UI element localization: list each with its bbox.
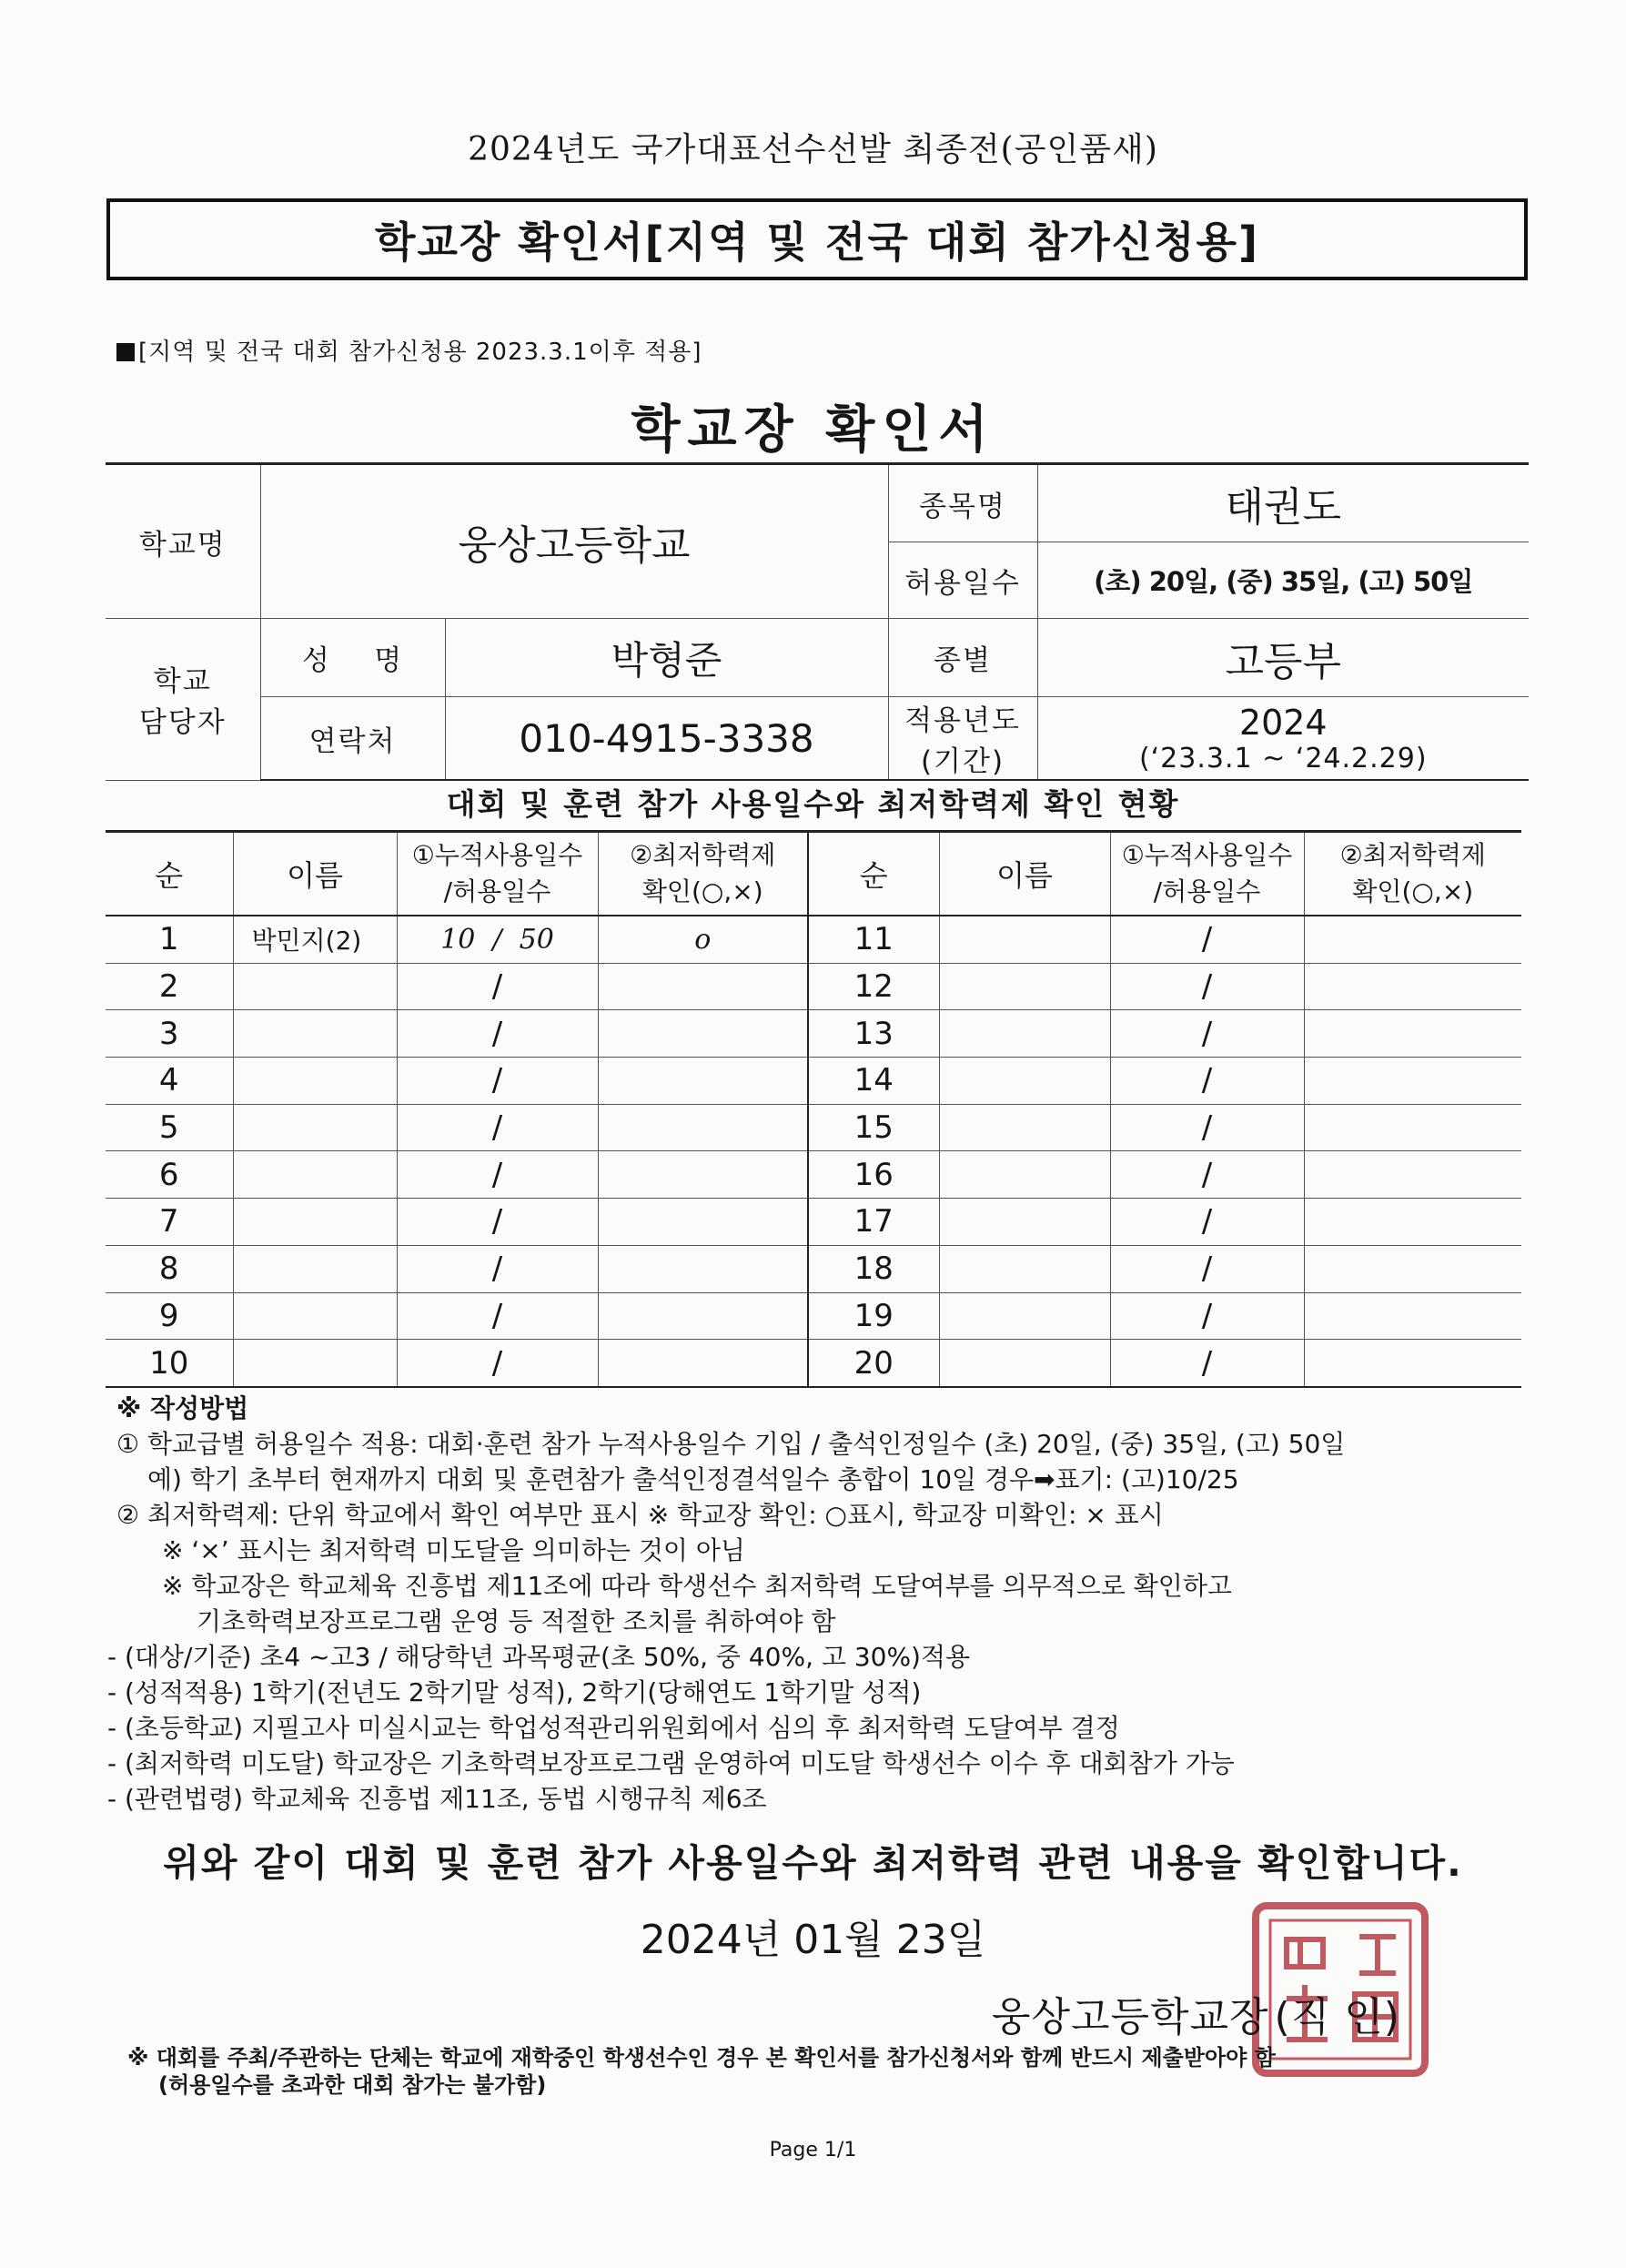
row-no: 20 xyxy=(808,1340,939,1387)
row-check xyxy=(598,1058,808,1105)
table-row xyxy=(106,1151,1521,1199)
row-days: / xyxy=(1110,1010,1304,1058)
row-check xyxy=(598,1010,808,1058)
table-row xyxy=(106,1058,1521,1105)
row-check xyxy=(1304,916,1521,963)
allowed-days-value: (초) 20일, (중) 35일, (고) 50일 xyxy=(1037,542,1529,619)
row-days: / xyxy=(1110,1292,1304,1340)
row-check xyxy=(1304,1151,1521,1199)
row-no: 7 xyxy=(106,1199,233,1246)
row-days: / xyxy=(1110,1245,1304,1292)
square-bullet-icon xyxy=(116,343,135,361)
name-label: 성 명 xyxy=(260,619,445,697)
roster-table xyxy=(106,830,1521,1388)
row-no: 4 xyxy=(106,1058,233,1105)
row-check xyxy=(598,1104,808,1151)
year-label-line1: 적용년도 xyxy=(904,704,1021,737)
row-no: 2 xyxy=(106,963,233,1010)
row-name xyxy=(233,1340,397,1387)
phone-value: 010-4915-3338 xyxy=(445,697,888,781)
row-no: 6 xyxy=(106,1151,233,1199)
header-days-left xyxy=(397,832,598,916)
contact-label-line2: 담당자 xyxy=(138,706,227,740)
row-days: / xyxy=(397,1199,598,1246)
table-row xyxy=(106,1292,1521,1340)
row-name xyxy=(939,1292,1110,1340)
footnote xyxy=(127,2044,1547,2099)
instruction-line: ② 최저학력제: 단위 학교에서 확인 여부만 표시 ※ 학교장 확인: ○표시, 학교장 미확인: × 표시 xyxy=(116,1500,1164,1530)
header-check-left-line2: 확인(○,×) xyxy=(641,876,763,906)
school-value: 웅상고등학교 xyxy=(260,464,888,619)
phone-label: 연락처 xyxy=(260,697,445,781)
row-days: / xyxy=(397,963,598,1010)
header-check-right xyxy=(1304,832,1521,916)
confirmation-text: 위와 같이 대회 및 훈련 참가 사용일수와 최저학력 관련 내용을 확인합니다. xyxy=(163,1841,1463,1885)
table-row xyxy=(106,1340,1521,1387)
row-name xyxy=(939,963,1110,1010)
instruction-line: 예) 학기 초부터 현재까지 대회 및 훈련참가 출석인정결석일수 총합이 10일 경우➡표기: (고)10/25 xyxy=(147,1464,1239,1494)
row-name xyxy=(939,1199,1110,1246)
contact-label-line1: 학교 xyxy=(153,665,212,699)
confirmation-date: 2024년 01월 23일 xyxy=(640,1917,986,1963)
header-check-right-line1: ②최저학력제 xyxy=(1339,840,1486,870)
row-name xyxy=(233,1058,397,1105)
apply-note-text: [지역 및 전국 대회 참가신청용 2023.3.1이후 적용] xyxy=(138,339,702,366)
header-days-right-line2: /허용일수 xyxy=(1153,876,1261,906)
row-no: 12 xyxy=(808,963,939,1010)
row-no: 1 xyxy=(106,916,233,963)
event-title: 2024년도 국가대표선수선발 최종전(공인품새) xyxy=(468,131,1158,168)
header-check-left xyxy=(598,832,808,916)
row-check: o xyxy=(598,916,808,963)
row-name xyxy=(939,1058,1110,1105)
row-no: 8 xyxy=(106,1245,233,1292)
row-check xyxy=(598,1151,808,1199)
header-days-right-line1: ①누적사용일수 xyxy=(1121,840,1293,870)
header-name-right: 이름 xyxy=(939,832,1110,916)
row-name xyxy=(233,1151,397,1199)
row-no: 16 xyxy=(808,1151,939,1199)
row-days: / xyxy=(397,1058,598,1105)
header-name-left: 이름 xyxy=(233,832,397,916)
allowed-days-label: 허용일수 xyxy=(888,542,1037,619)
sport-label: 종목명 xyxy=(888,464,1037,542)
row-check xyxy=(598,1199,808,1246)
instruction-line: ※ ‘×’ 표시는 최저학력 미도달을 의미하는 것이 아님 xyxy=(162,1535,745,1565)
row-name xyxy=(939,1104,1110,1151)
row-name xyxy=(939,916,1110,963)
signer-name: 웅상고등학교장 xyxy=(992,1994,1269,2040)
row-days: / xyxy=(397,1245,598,1292)
row-no: 13 xyxy=(808,1010,939,1058)
row-no: 14 xyxy=(808,1058,939,1105)
row-days: / xyxy=(1110,1340,1304,1387)
row-check xyxy=(1304,963,1521,1010)
row-check xyxy=(598,963,808,1010)
row-days: / xyxy=(1110,916,1304,963)
header-days-right xyxy=(1110,832,1304,916)
row-no: 3 xyxy=(106,1010,233,1058)
row-check xyxy=(1304,1104,1521,1151)
row-no: 9 xyxy=(106,1292,233,1340)
row-no: 18 xyxy=(808,1245,939,1292)
signature-line xyxy=(992,1984,1400,2042)
row-days: / xyxy=(1110,1199,1304,1246)
row-name xyxy=(233,1104,397,1151)
row-check xyxy=(598,1292,808,1340)
row-name xyxy=(233,1010,397,1058)
info-table xyxy=(106,462,1529,781)
row-no: 5 xyxy=(106,1104,233,1151)
row-check xyxy=(598,1340,808,1387)
row-check xyxy=(1304,1010,1521,1058)
table-row xyxy=(106,1199,1521,1246)
row-check xyxy=(1304,1199,1521,1246)
table-row xyxy=(106,1245,1521,1292)
name-value: 박형준 xyxy=(445,619,888,697)
table-row xyxy=(106,1104,1521,1151)
row-check xyxy=(1304,1292,1521,1340)
row-name xyxy=(939,1010,1110,1058)
row-name xyxy=(233,1292,397,1340)
footnote-line: (허용일수를 초과한 대회 참가는 불가함) xyxy=(158,2072,547,2098)
row-check xyxy=(1304,1058,1521,1105)
document-title-box: 학교장 확인서[지역 및 전국 대회 참가신청용] xyxy=(106,198,1528,280)
row-name: 박민지(2) xyxy=(233,916,397,963)
year-value: 2024 xyxy=(1238,702,1328,743)
instruction-line: - (초등학교) 지필고사 미실시교는 학업성적관리위원회에서 심의 후 최저학력 도달여부 결정 xyxy=(107,1713,1120,1743)
division-value: 고등부 xyxy=(1037,619,1529,697)
row-days: / xyxy=(1110,1151,1304,1199)
table-row xyxy=(106,916,1521,963)
footnote-line: ※ 대회를 주최/주관하는 단체는 학교에 재학중인 학생선수인 경우 본 확인서를 참가신청서와 함께 반드시 제출받아야 함 xyxy=(127,2045,1276,2071)
year-cell xyxy=(1037,697,1529,781)
page-number: Page 1/1 xyxy=(769,2139,857,2162)
header-days-left-line2: /허용일수 xyxy=(443,876,551,906)
row-days: / xyxy=(1110,1104,1304,1151)
instruction-line: - (성적적용) 1학기(전년도 2학기말 성적), 2학기(당해연도 1학기말 성적) xyxy=(107,1677,922,1707)
instruction-line: - (관련법령) 학교체육 진흥법 제11조, 동법 시행규칙 제6조 xyxy=(107,1784,767,1814)
instruction-line: ① 학교급별 허용일수 적용: 대회·훈련 참가 누적사용일수 기입 / 출석인정일수 (초) 20일, (중) 35일, (고) 50일 xyxy=(116,1429,1346,1459)
year-label-line2: (기간) xyxy=(920,745,1005,778)
instruction-line: 기초학력보장프로그램 운영 등 적절한 조치를 취하여야 함 xyxy=(197,1606,836,1636)
header-check-left-line1: ②최저학력제 xyxy=(630,840,776,870)
row-no: 19 xyxy=(808,1292,939,1340)
header-no-right: 순 xyxy=(808,832,939,916)
row-days: / xyxy=(1110,1058,1304,1105)
row-no: 10 xyxy=(106,1340,233,1387)
header-no-left: 순 xyxy=(106,832,233,916)
row-name xyxy=(939,1151,1110,1199)
year-label xyxy=(888,697,1037,781)
status-section-title: 대회 및 훈련 참가 사용일수와 최저학력제 확인 현황 xyxy=(446,786,1180,822)
row-days: / xyxy=(397,1010,598,1058)
instruction-line: - (대상/기준) 초4 ~고3 / 해당학년 과목평균(초 50%, 중 40%, 고 30%)적용 xyxy=(107,1642,971,1672)
row-name xyxy=(939,1245,1110,1292)
row-name xyxy=(233,963,397,1010)
table-row xyxy=(106,1010,1521,1058)
school-label: 학교명 xyxy=(106,464,260,619)
row-check xyxy=(1304,1340,1521,1387)
row-check xyxy=(1304,1245,1521,1292)
row-days: / xyxy=(397,1292,598,1340)
row-no: 17 xyxy=(808,1199,939,1246)
contact-label xyxy=(106,619,260,781)
instructions-heading: ※ 작성방법 xyxy=(116,1393,249,1423)
row-name xyxy=(939,1340,1110,1387)
row-days: 10 / 50 xyxy=(397,916,598,963)
row-days: / xyxy=(397,1104,598,1151)
row-check xyxy=(598,1245,808,1292)
instruction-line: ※ 학교장은 학교체육 진흥법 제11조에 따라 학생선수 최저학력 도달여부를 의무적으로 확인하고 xyxy=(162,1571,1232,1601)
seal-mark: (직 인) xyxy=(1274,1994,1400,2040)
apply-note xyxy=(116,333,702,367)
row-days: / xyxy=(397,1340,598,1387)
period-value: (‘23.3.1 ~ ‘24.2.29) xyxy=(1138,742,1428,775)
row-name xyxy=(233,1199,397,1246)
row-days: / xyxy=(397,1151,598,1199)
row-name xyxy=(233,1245,397,1292)
row-days: / xyxy=(1110,963,1304,1010)
header-days-left-line1: ①누적사용일수 xyxy=(411,840,583,870)
instructions xyxy=(107,1391,1536,1817)
row-no: 15 xyxy=(808,1104,939,1151)
division-label: 종별 xyxy=(888,619,1037,697)
table-row xyxy=(106,963,1521,1010)
instruction-line: - (최저학력 미도달) 학교장은 기초학력보장프로그램 운영하여 미도달 학생선수 이수 후 대회참가 가능 xyxy=(107,1748,1235,1778)
header-check-right-line2: 확인(○,×) xyxy=(1352,876,1474,906)
row-no: 11 xyxy=(808,916,939,963)
main-title: 학교장 확인서 xyxy=(631,400,995,460)
sport-value: 태권도 xyxy=(1037,464,1529,542)
